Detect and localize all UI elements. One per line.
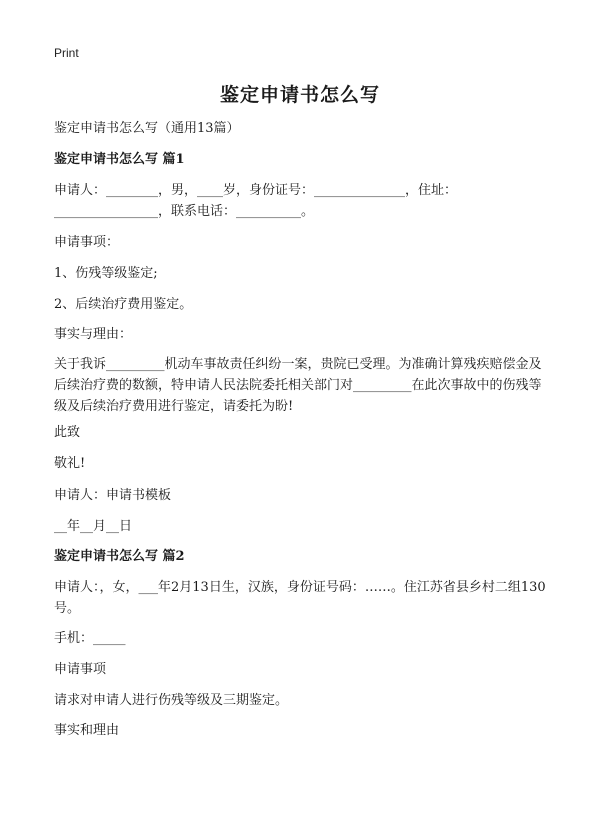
section1-applicant-line2: ________________，联系电话：__________。 bbox=[54, 204, 315, 219]
section2-matters-label: 申请事项 bbox=[54, 662, 107, 677]
section1-applicant-line1: 申请人：________，男，____岁，身份证号：______________，住址： bbox=[54, 183, 458, 198]
document-subtitle: 鉴定申请书怎么写（通用13篇） bbox=[54, 121, 240, 136]
section1-facts-body: 关于我诉_________机动车事故责任纠纷一案，贵院已受理。为准确计算残疾赔偿金及后续治疗费的数额，特申请人民法院委托相关部门对_________在此次事故中的伤残等级及后续治疗费用进行鉴定，请委托为盼! bbox=[54, 357, 542, 414]
section1-date: __年__月__日 bbox=[54, 519, 133, 534]
section2-heading: 鉴定申请书怎么写 篇2 bbox=[54, 549, 185, 564]
section1-item2: 2、后续治疗费用鉴定。 bbox=[54, 297, 193, 312]
section2-applicant-body: 申请人：，女，___年2月13日生，汉族，身份证号码：……。住江苏省县乡村二组130号。 bbox=[54, 580, 546, 616]
section1-item1: 1、伤残等级鉴定; bbox=[54, 266, 158, 281]
section1-heading: 鉴定申请书怎么写 篇1 bbox=[54, 152, 185, 167]
section2-facts-label: 事实和理由 bbox=[54, 723, 120, 738]
section1-closing-1: 此致 bbox=[54, 425, 81, 440]
section1-closing-2: 敬礼! bbox=[54, 456, 86, 471]
document-title: 鉴定申请书怎么写 bbox=[219, 84, 380, 106]
section1-matters-label: 申请事项： bbox=[54, 235, 120, 250]
print-link[interactable]: Print bbox=[54, 46, 79, 60]
section2-matters-body: 请求对申请人进行伤残等级及三期鉴定。 bbox=[54, 693, 289, 708]
section2-phone: 手机：_____ bbox=[54, 631, 126, 646]
section1-facts-label: 事实与理由： bbox=[54, 327, 133, 342]
section1-signer: 申请人：申请书模板 bbox=[54, 488, 172, 503]
